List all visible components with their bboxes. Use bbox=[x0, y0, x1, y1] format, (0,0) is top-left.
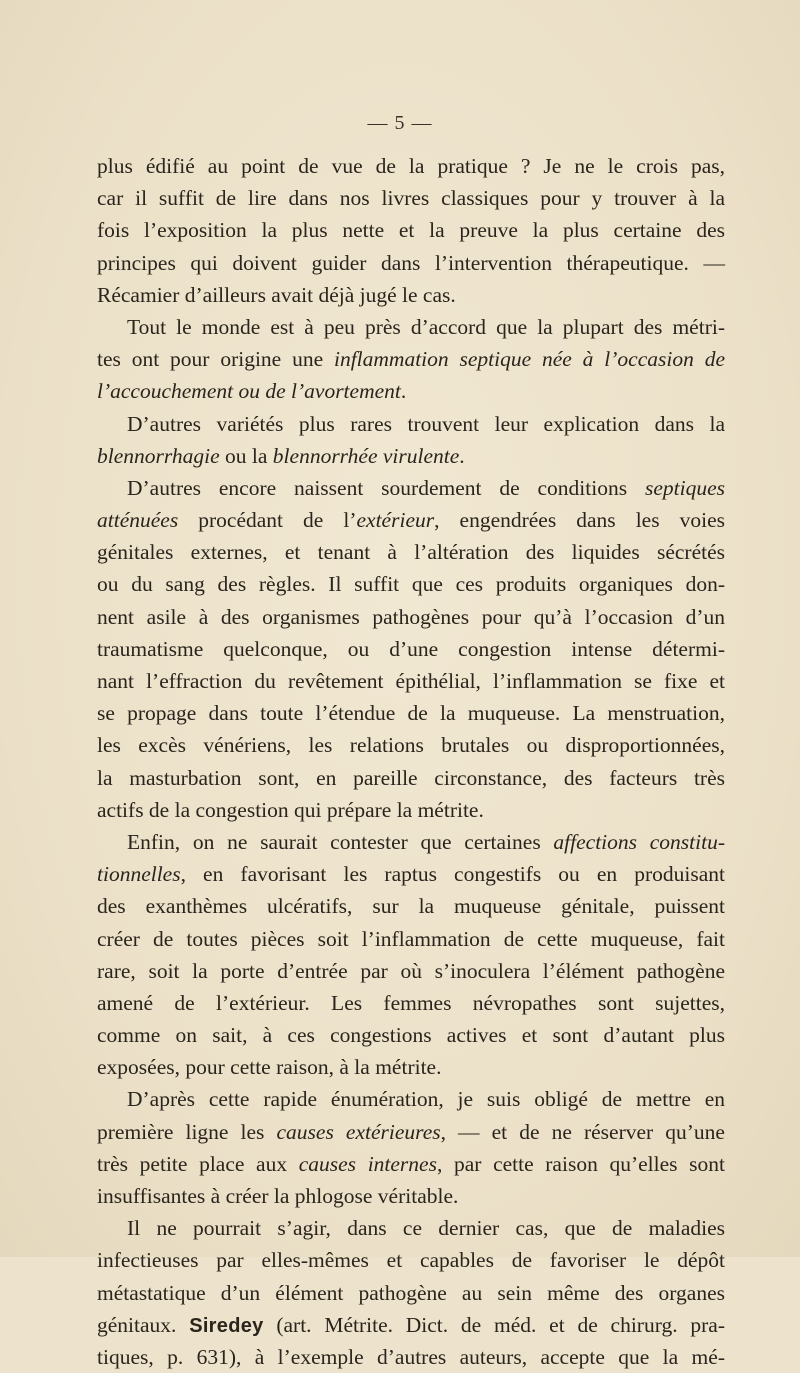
text-line: les excès vénériens, les relations brutales ou disproportionnées, bbox=[97, 733, 725, 758]
text-line: nent asile à des organismes pathogènes pour qu’à l’occasion d’un bbox=[97, 604, 725, 629]
page-number: — 5 — bbox=[367, 112, 433, 134]
text-line: tionnelles, en favorisant les raptus congestifs ou en produisant bbox=[97, 862, 725, 887]
text-line: très petite place aux causes internes, par cette raison qu’elles sont bbox=[97, 1151, 725, 1176]
text-line: génitales externes, et tenant à l’altération des liquides sécrétés bbox=[97, 540, 725, 565]
text-line: D’autres encore naissent sourdement de conditions septiques bbox=[127, 475, 725, 500]
text-line: blennorrhagie ou la blennorrhée virulente. bbox=[97, 443, 465, 468]
text-line: ou du sang des règles. Il suffit que ces produits organiques don- bbox=[97, 572, 725, 597]
author-name: Siredey bbox=[189, 1314, 264, 1337]
text-line: fois l’exposition la plus nette et la preuve la plus certaine des bbox=[97, 218, 725, 243]
text-line: la masturbation sont, en pareille circonstance, des facteurs très bbox=[97, 765, 725, 790]
text-line: tiques, p. 631), à l’exemple d’autres auteurs, accepte que la mé- bbox=[97, 1344, 725, 1369]
text-line: comme on sait, à ces congestions actives et sont d’autant plus bbox=[97, 1023, 725, 1048]
text-line: Tout le monde est à peu près d’accord que la plupart des métri- bbox=[127, 314, 725, 339]
text-line: Il ne pourrait s’agir, dans ce dernier cas, que de maladies bbox=[127, 1216, 725, 1241]
text-line: première ligne les causes extérieures, — et de ne réserver qu’une bbox=[97, 1119, 725, 1144]
text-line: actifs de la congestion qui prépare la métrite. bbox=[97, 797, 484, 822]
text-line: infectieuses par elles-mêmes et capables de favoriser le dépôt bbox=[97, 1248, 725, 1273]
text-line: atténuées procédant de l’extérieur, engendrées dans les voies bbox=[97, 508, 726, 533]
text-line: l’accouchement ou de l’avortement. bbox=[97, 379, 407, 404]
text-line: métastatique d’un élément pathogène au sein même des organes bbox=[97, 1280, 725, 1305]
text-line: nant l’effraction du revêtement épithélial, l’inflammation se fixe et bbox=[97, 669, 725, 693]
body-text bbox=[97, 150, 725, 1373]
text-line: D’autres variétés plus rares trouvent leur explication dans la bbox=[127, 411, 725, 436]
text-line: Enfin, on ne saurait contester que certaines affections constitu- bbox=[127, 829, 725, 854]
text-line: amené de l’extérieur. Les femmes névropathes sont sujettes, bbox=[97, 990, 725, 1015]
text-line: insuffisantes à créer la phlogose véritable. bbox=[97, 1184, 459, 1208]
text-line: Récamier d’ailleurs avait déjà jugé le cas. bbox=[97, 282, 456, 307]
text-line: tes ont pour origine une inflammation septique née à l’occasion de bbox=[97, 347, 725, 372]
text-line: plus édifié au point de vue de la pratique ? Je ne le crois pas, bbox=[97, 154, 725, 178]
text-line: des exanthèmes ulcératifs, sur la muqueuse génitale, puissent bbox=[97, 894, 725, 919]
text-line: se propage dans toute l’étendue de la muqueuse. La menstruation, bbox=[97, 701, 725, 726]
text-line: créer de toutes pièces soit l’inflammation de cette muqueuse, fait bbox=[97, 926, 725, 951]
text-line: rare, soit la porte d’entrée par où s’inoculera l’élément pathogène bbox=[97, 958, 725, 983]
text-line: D’après cette rapide énumération, je suis obligé de mettre en bbox=[127, 1087, 725, 1112]
text-line: exposées, pour cette raison, à la métrite. bbox=[97, 1055, 442, 1080]
text-line: génitaux. Siredey (art. Métrite. Dict. de méd. et de chirurg. pra- bbox=[97, 1312, 725, 1337]
text-line: car il suffit de lire dans nos livres classiques pour y trouver à la bbox=[97, 186, 725, 211]
text-line: traumatisme quelconque, ou d’une congestion intense détermi- bbox=[97, 636, 725, 661]
text-line: principes qui doivent guider dans l’intervention thérapeutique. — bbox=[97, 250, 725, 275]
